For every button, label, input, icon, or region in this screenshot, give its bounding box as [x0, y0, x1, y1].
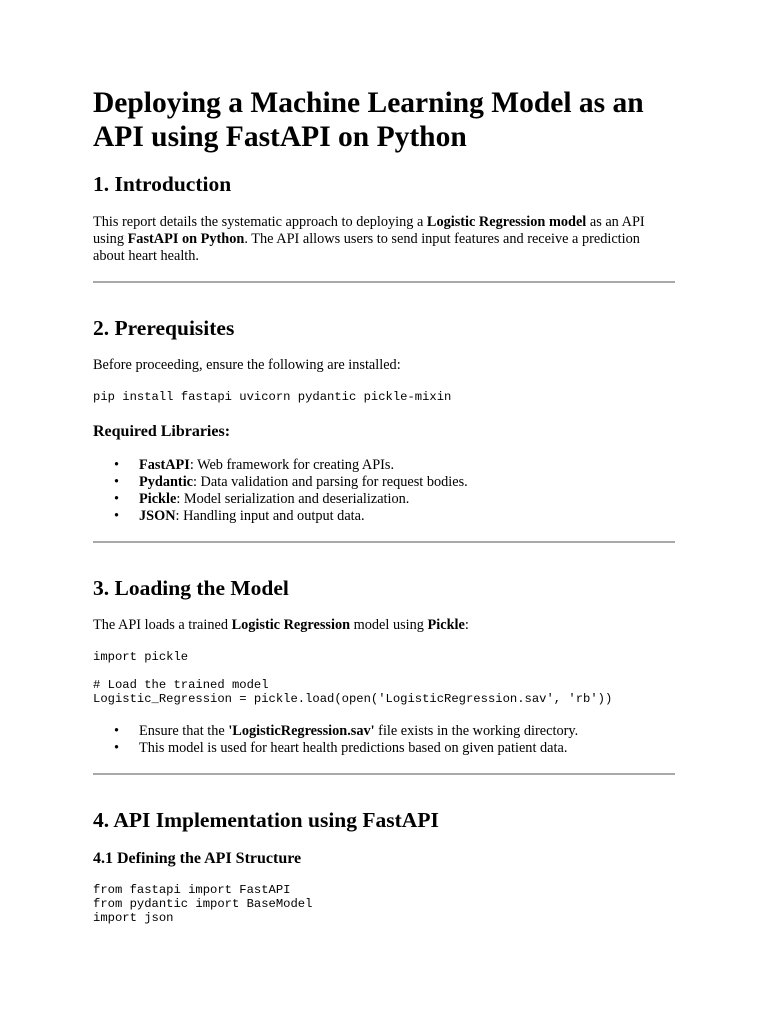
required-libraries-list — [93, 457, 468, 525]
list-item — [93, 491, 468, 508]
section-heading-prerequisites: 2. Prerequisites — [93, 316, 235, 340]
library-desc: : Web framework for creating APIs. — [189, 457, 395, 473]
loading-bold-lr: Logistic Regression — [231, 617, 351, 633]
note-text: This model is used for heart health predictions based on given patient data. — [139, 740, 568, 756]
library-name: Pydantic — [139, 474, 194, 490]
install-code-block: pip install fastapi uvicorn pydantic pickle-mixin — [93, 390, 452, 404]
document-title: Deploying a Machine Learning Model as an API using FastAPI on Python — [93, 87, 644, 153]
section-heading-api-implementation: 4. API Implementation using FastAPI — [93, 808, 439, 832]
prerequisites-intro: Before proceeding, ensure the following are installed: — [93, 357, 401, 373]
bullet-glyph: • — [114, 457, 120, 473]
intro-bold-fastapi: FastAPI on Python — [127, 231, 245, 247]
required-libraries-heading: Required Libraries: — [93, 423, 231, 440]
note-bold-filename: 'LogisticRegression.sav' — [228, 723, 375, 739]
intro-text-1: This report details the systematic approach to deploying a — [93, 214, 427, 230]
library-desc: : Data validation and parsing for request bodies. — [193, 474, 468, 490]
loading-text-1: The API loads a trained — [93, 617, 232, 633]
section-divider-3 — [93, 773, 675, 775]
bullet-glyph: • — [114, 491, 120, 507]
loading-notes-list — [93, 723, 578, 757]
section-heading-introduction: 1. Introduction — [93, 172, 232, 196]
list-item — [93, 723, 578, 740]
intro-text-2: as an API using — [93, 214, 645, 247]
list-item — [93, 457, 468, 474]
list-item — [93, 740, 578, 757]
loading-bold-pickle: Pickle — [427, 617, 465, 633]
introduction-paragraph — [93, 214, 675, 265]
library-desc: : Handling input and output data. — [175, 508, 365, 524]
bullet-glyph: • — [114, 740, 120, 756]
subsection-heading-api-structure: 4.1 Defining the API Structure — [93, 850, 302, 867]
intro-bold-model: Logistic Regression model — [426, 214, 587, 230]
loading-text-2: model using — [350, 617, 428, 633]
note-text-post: file exists in the working directory. — [374, 723, 579, 739]
load-model-code-block: import pickle # Load the trained model Logistic_Regression = pickle.load(open('LogisticRegression.sav', 'rb')) — [93, 650, 613, 706]
loading-intro — [93, 617, 675, 634]
section-divider-2 — [93, 541, 675, 543]
section-divider-1 — [93, 281, 675, 283]
api-structure-code-block: from fastapi import FastAPI from pydantic import BaseModel import json — [93, 883, 313, 925]
library-name: JSON — [139, 508, 176, 524]
bullet-glyph: • — [114, 723, 120, 739]
list-item — [93, 508, 468, 525]
library-name: Pickle — [139, 491, 177, 507]
note-text-pre: Ensure that the — [139, 723, 229, 739]
bullet-glyph: • — [114, 508, 120, 524]
library-desc: : Model serialization and deserialization. — [176, 491, 410, 507]
library-name: FastAPI — [139, 457, 190, 473]
list-item — [93, 474, 468, 491]
section-heading-loading-model: 3. Loading the Model — [93, 576, 289, 600]
intro-text-3: . The API allows users to send input features and receive a prediction about heart health. — [93, 231, 640, 264]
loading-text-3: : — [464, 617, 469, 633]
bullet-glyph: • — [114, 474, 120, 490]
